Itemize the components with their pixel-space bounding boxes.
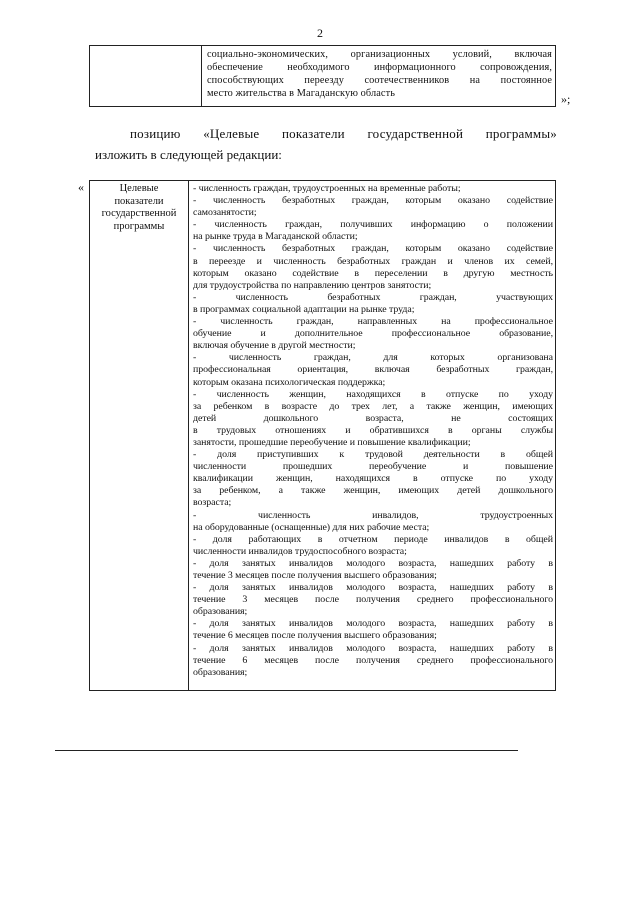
target-indicator-line: профессиональная ориентация, включая безработных граждан, (193, 364, 553, 376)
target-indicator-line: в переезде и численность безработных граждан и членов их семей, (193, 255, 553, 267)
target-indicator-line: - доля занятых инвалидов молодого возраста, нашедших работу в (193, 642, 553, 654)
target-indicator-line: на рынке труда в Магаданской области; (193, 231, 358, 243)
target-indicator-line: которым оказана психологическая поддержка; (193, 376, 386, 388)
instruction-line-2: изложить в следующей редакции: (95, 147, 282, 162)
target-indicator-line: образования; (193, 666, 248, 678)
target-indicator-line: в программах социальной адаптации на рынке труда; (193, 303, 415, 315)
target-indicator-line: - доля приступивших к трудовой деятельности в общей (193, 449, 553, 461)
closing-quote: »; (561, 92, 571, 106)
target-indicator-line: течение 3 месяцев после получения среднего профессионального (193, 594, 553, 606)
target-indicator-line: - доля занятых инвалидов молодого возраста, нашедших работу в (193, 618, 553, 630)
top-table-line: место жительства в Магаданскую область (207, 88, 395, 99)
target-indicator-line: численности прошедших переобучение и повышение (193, 461, 553, 473)
target-indicator-line: течение 6 месяцев после получения высшего образования; (193, 630, 437, 642)
target-indicator-line: течение 3 месяцев после получения высшего образования; (193, 570, 437, 581)
target-indicator-line: обучение и дополнительное профессиональное образование, (193, 328, 553, 340)
bottom-rule (55, 750, 518, 751)
instruction-line-1: позицию «Целевые показатели государственной программы» (130, 126, 557, 141)
target-indicator-line: - численность безработных граждан, которым оказано содействие (193, 195, 553, 207)
target-indicator-line: самозанятости; (193, 207, 257, 219)
heading-line: Целевые (119, 183, 159, 194)
heading-line: показатели (114, 195, 164, 207)
target-indicator-line: - доля занятых инвалидов молодого возраста, нашедших работу в (193, 557, 553, 569)
target-indicator-line: - численность безработных граждан, участвующих (193, 291, 553, 303)
top-table-line: способствующих переезду соотечественников на постоянное (207, 75, 552, 86)
target-indicator-line: квалификации женщин, находящихся в отпуске по уходу (193, 473, 553, 485)
target-indicator-line: детей дошкольного возраста, не состоящих (193, 412, 553, 424)
top-table-line: обеспечение необходимого информационного сопровождения, (207, 62, 552, 73)
target-indicator-line: - численность инвалидов, трудоустроенных (193, 509, 553, 521)
targets-table-list-cell (189, 181, 555, 690)
target-indicator-line: на оборудованные (оснащенные) для них рабочие места; (193, 521, 430, 533)
target-indicator-line: - доля занятых инвалидов молодого возраста, нашедших работу в (193, 582, 553, 594)
target-indicator-line: - численность женщин, находящихся в отпуске по уходу (193, 388, 553, 400)
target-indicator-line: - численность граждан, получивших информацию о положении (193, 219, 553, 231)
target-indicator-line: занятости, прошедшие переобучение и повышение квалификации; (193, 436, 471, 448)
target-indicator-line: - доля работающих в отчетном периоде инвалидов в общей (193, 533, 553, 545)
target-indicator-line: возраста; (193, 497, 232, 509)
target-indicator-line: которым оказано содействие в переселении в другую местность (193, 267, 553, 279)
target-indicator-line: за ребенком, а также женщин, имеющих детей дошкольного (193, 485, 553, 497)
top-table-empty-cell (90, 46, 202, 106)
heading-line: программы (113, 220, 165, 232)
target-indicator-line: образования; (193, 606, 248, 618)
top-table-line: социально-экономических, организационных условий, включая (207, 49, 552, 60)
target-indicator-line: за ребенком в возрасте до трех лет, а также женщин, имеющих (193, 400, 553, 412)
targets-table-heading-cell (90, 181, 189, 690)
target-indicator-line: для трудоустройства по направлению центров занятости; (193, 279, 432, 291)
target-indicator-line: в трудовых отношениях и обратившихся в органы службы (193, 424, 553, 436)
target-indicator-line: - численность безработных граждан, которым оказано содействие (193, 243, 553, 255)
targets-table (89, 180, 556, 691)
top-table-text-cell (202, 46, 555, 106)
target-indicator-line: течение 6 месяцев после получения среднего профессионального (193, 654, 553, 666)
opening-quote: « (78, 180, 84, 194)
target-indicator-line: - численность граждан, для которых организована (193, 352, 553, 364)
target-indicator-line: численности инвалидов трудоспособного возраста; (193, 545, 407, 557)
top-table (89, 45, 556, 107)
target-indicator-line: - численность граждан, направленных на профессиональное (193, 316, 553, 328)
target-indicator-line: - численность граждан, трудоустроенных на временные работы; (193, 183, 461, 194)
target-indicator-line: включая обучение в другой местности; (193, 340, 356, 352)
heading-line: государственной (101, 208, 177, 219)
page-number: 2 (317, 26, 323, 40)
